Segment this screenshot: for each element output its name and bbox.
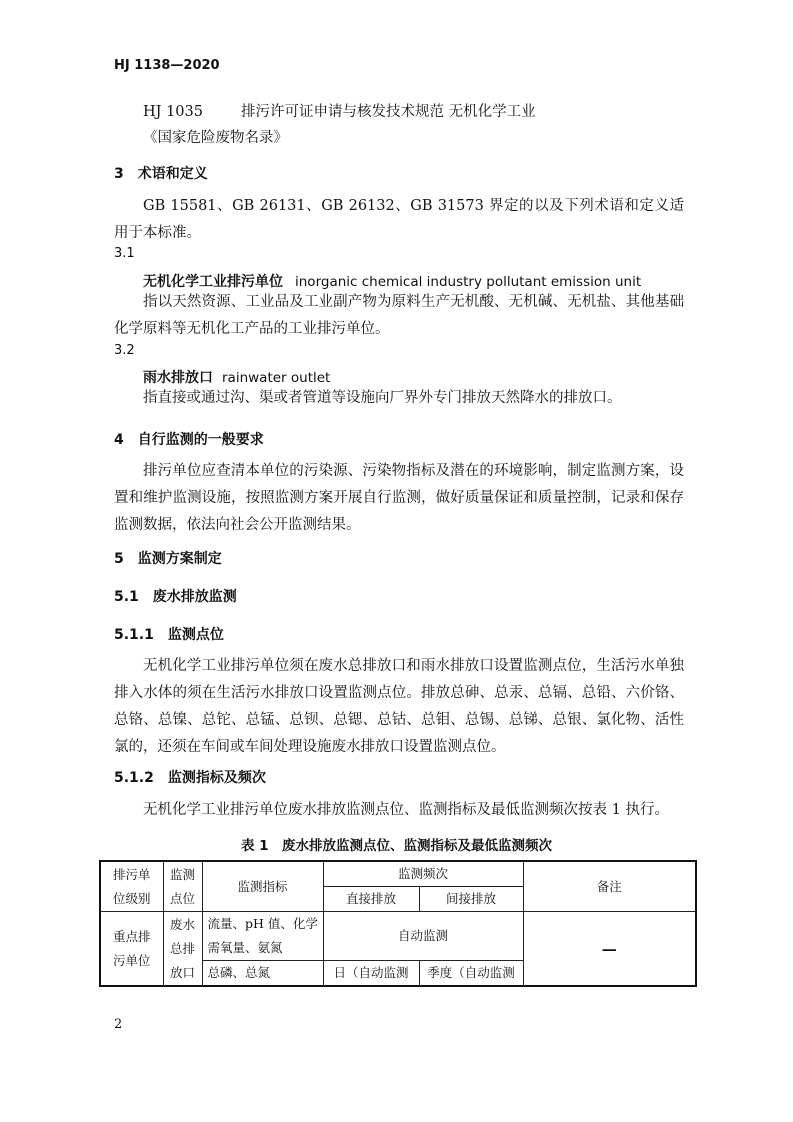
section-4-heading: 4 自行监测的一般要求	[114, 432, 264, 448]
term-3-2	[143, 367, 330, 387]
cell-index-tp-tn: 总磷、总氮	[202, 961, 323, 987]
cell-direct-daily: 日（自动监测	[323, 961, 419, 987]
term-3-2-definition: 指直接或通过沟、渠或者管道等设施向厂界外专门排放天然降水的排放口。	[143, 390, 622, 406]
cell-remarks-dash: —	[523, 912, 696, 987]
term-3-2-zh: 雨水排放口	[143, 370, 213, 386]
reference-code: HJ 1035	[143, 104, 203, 120]
header-monitoring-point: 监测 点位	[163, 861, 202, 912]
table-1-caption: 表 1 废水排放监测点位、监测指标及最低监测频次	[240, 838, 553, 854]
term-3-2-number: 3.2	[114, 343, 135, 358]
cell-indirect-quarterly: 季度（自动监测	[419, 961, 523, 987]
header-indirect-discharge: 间接排放	[419, 887, 523, 912]
section-4-paragraph: 排污单位应查清本单位的污染源、污染物指标及潜在的环境影响，制定监测方案，设置和维护监测设施，按照监测方案开展自行监测，做好质量保证和质量控制，记录和保存监测数据，依法向社会公开监测结果。	[114, 463, 684, 533]
term-3-1-zh: 无机化学工业排污单位	[143, 274, 283, 290]
term-3-1-definition: 指以天然资源、工业品及工业副产物为原料生产无机酸、无机碱、无机盐、其他基础化学原料等无机化工产品的工业排污单位。	[114, 294, 684, 337]
document-code-header: HJ 1138—2020	[114, 58, 220, 73]
header-unit-level: 排污单 位级别	[100, 861, 163, 912]
section-3-heading: 3 术语和定义	[114, 166, 208, 182]
section-5-1-1-paragraph: 无机化学工业排污单位须在废水总排放口和雨水排放口设置监测点位，生活污水单独排入水体的须在生活污水排放口设置监测点位。排放总砷、总汞、总镉、总铅、六价铬、总铬、总镍、总铊、总锰、总钡、总锶、总钴、总钼、总锡、总锑、总银、氯化物、活性氯的，还须在车间或车间处理设施废水排放口设置监测点位。	[114, 658, 684, 755]
cell-auto-monitoring: 自动监测	[323, 912, 523, 961]
term-3-1-en: inorganic chemical industry pollutant emission unit	[295, 274, 642, 290]
term-3-1-number: 3.1	[114, 246, 135, 261]
table-1	[99, 860, 697, 987]
section-3-intro: GB 15581、GB 26131、GB 26132、GB 31573 界定的以及下列术语和定义适用于本标准。	[114, 198, 684, 241]
table-header-row-1	[100, 861, 696, 887]
section-5-1-2-paragraph: 无机化学工业排污单位废水排放监测点位、监测指标及最低监测频次按表 1 执行。	[143, 802, 669, 818]
cell-wastewater-outlet: 废水 总排 放口	[163, 912, 202, 987]
section-5-1-heading: 5.1 废水排放监测	[114, 589, 237, 605]
reference-hj1035	[143, 100, 536, 121]
page-number: 2	[114, 1017, 123, 1032]
header-direct-discharge: 直接排放	[323, 887, 419, 912]
section-5-1-1-heading: 5.1.1 监测点位	[114, 627, 224, 643]
term-3-2-en: rainwater outlet	[222, 370, 331, 386]
header-monitoring-index: 监测指标	[202, 861, 323, 912]
cell-index-flow-ph-cod: 流量、pH 值、化学 需氧量、氨氮	[202, 912, 323, 961]
header-monitoring-frequency: 监测频次	[323, 861, 523, 887]
section-5-heading: 5 监测方案制定	[114, 551, 222, 567]
reference-hazardous-waste-list: 《国家危险废物名录》	[143, 130, 288, 146]
term-3-1	[143, 271, 641, 291]
cell-key-unit: 重点排 污单位	[100, 912, 163, 987]
header-remarks: 备注	[523, 861, 696, 912]
reference-title: 排污许可证申请与核发技术规范 无机化学工业	[240, 104, 536, 120]
table-row	[100, 912, 696, 961]
section-5-1-2-heading: 5.1.2 监测指标及频次	[114, 770, 266, 786]
